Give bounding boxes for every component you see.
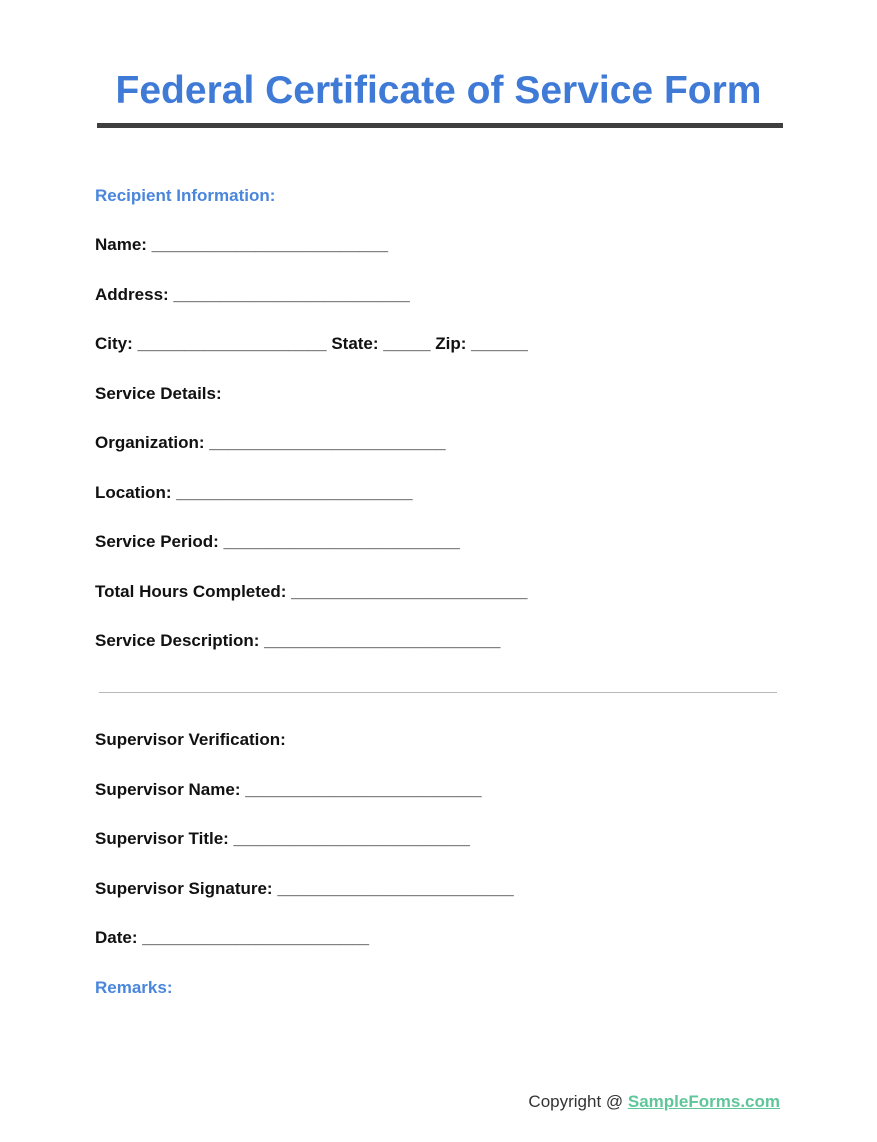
- title-underline: [97, 123, 783, 128]
- footer-copyright: [528, 1091, 780, 1113]
- brand-link[interactable]: SampleForms.com: [627, 1092, 780, 1111]
- supervisor-verification-heading: Supervisor Verification:: [95, 730, 286, 749]
- supervisor-title-field[interactable]: Supervisor Title: _________________________: [95, 829, 470, 848]
- location-field[interactable]: Location: _________________________: [95, 483, 413, 502]
- recipient-information-heading: Recipient Information:: [95, 186, 276, 205]
- city-state-zip-field[interactable]: City: ____________________ State: _____ Zip: ______: [95, 334, 528, 353]
- name-field[interactable]: Name: _________________________: [95, 235, 389, 254]
- copyright-text: Copyright @: [528, 1092, 628, 1111]
- organization-field[interactable]: Organization: _________________________: [95, 433, 446, 452]
- service-details-heading: Service Details:: [95, 384, 222, 403]
- supervisor-name-field[interactable]: Supervisor Name: _________________________: [95, 780, 482, 799]
- section-divider: [99, 692, 777, 693]
- date-field[interactable]: Date: ________________________: [95, 928, 370, 947]
- service-description-field[interactable]: Service Description: _________________________: [95, 631, 501, 650]
- service-period-field[interactable]: Service Period: _________________________: [95, 532, 460, 551]
- total-hours-field[interactable]: Total Hours Completed: _________________________: [95, 582, 528, 601]
- page-title: Federal Certificate of Service Form: [115, 69, 762, 112]
- supervisor-signature-field[interactable]: Supervisor Signature: _________________________: [95, 879, 514, 898]
- address-field[interactable]: Address: _________________________: [95, 285, 410, 304]
- remarks-heading: Remarks:: [95, 978, 173, 997]
